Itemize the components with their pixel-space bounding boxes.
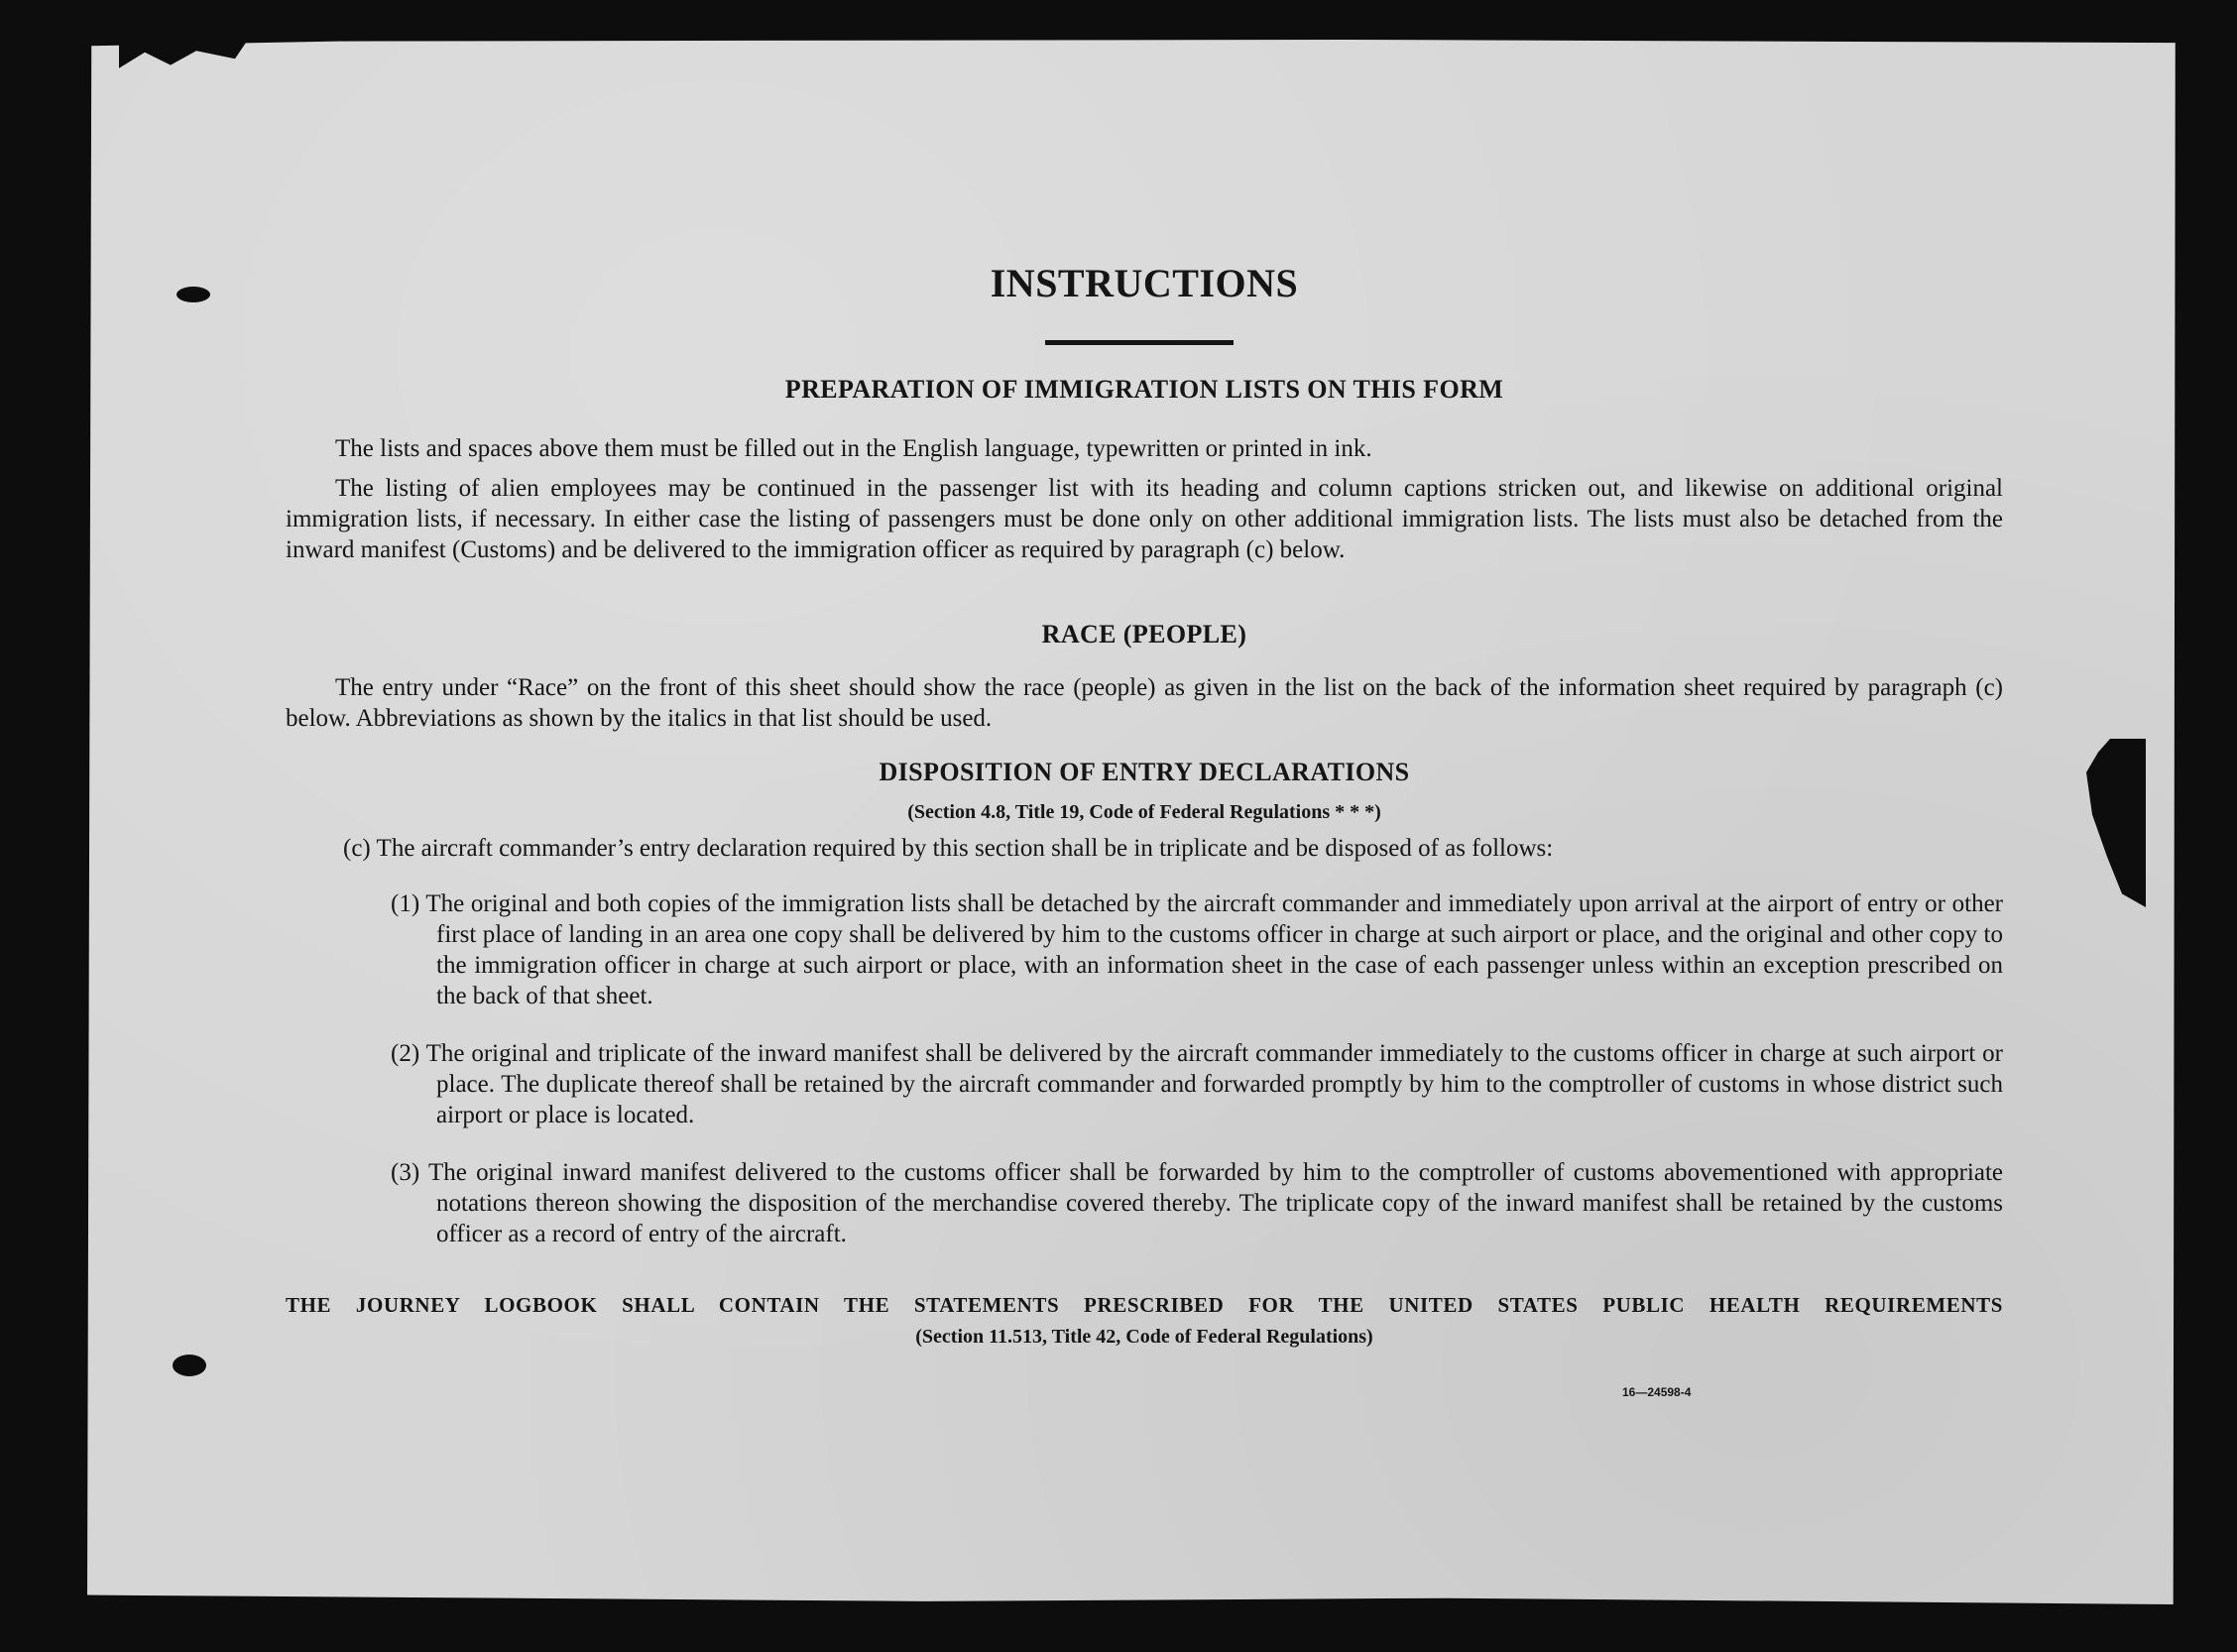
disposition-intro: (c) The aircraft commander’s entry declaration required by this section shall be in triplicate and be disposed of as follows:: [343, 835, 1554, 862]
page-title: INSTRUCTIONS: [990, 261, 1299, 305]
title-underline: [1045, 340, 1234, 345]
punch-hole-top: [177, 287, 210, 302]
section-heading-disposition: DISPOSITION OF ENTRY DECLARATIONS: [879, 758, 1410, 786]
disposition-item-3: (3) The original inward manifest delivered to the customs officer shall be forwarded by him to the comptroller of customs abovementioned with appropriate notations thereon showing the disposition of the merchandise covered thereby. The triplicate copy of the inward manifest shall be retained by the customs officer as a record of entry of the aircraft.: [391, 1159, 2003, 1247]
disposition-item-1: (1) The original and both copies of the immigration lists shall be detached by the aircraft commander and immediately upon arrival at the airport of entry or other first place of landing in an area one copy shall be delivered by him to the customs officer in charge at such airport or place, and the original and other copy to the immigration officer in charge at such airport or place, with an information sheet in the case of each passenger unless within an exception prescribed on the back of that sheet.: [391, 890, 2003, 1009]
form-number: 16—24598-4: [1622, 1385, 1692, 1399]
section-heading-preparation: PREPARATION OF IMMIGRATION LISTS ON THIS FORM: [784, 375, 1504, 404]
race-paragraph: The entry under “Race” on the front of this sheet should show the race (people) as given in the list on the back of the information sheet required by paragraph (c) below. Abbreviations as shown by the italics in that list should be used.: [286, 674, 2003, 732]
disposition-citation: (Section 4.8, Title 19, Code of Federal Regulations * * *): [907, 801, 1381, 823]
punch-hole-bottom: [173, 1355, 206, 1376]
logbook-statement: THE JOURNEY LOGBOOK SHALL CONTAIN THE STATEMENTS PRESCRIBED FOR THE UNITED STATES PUBLIC HEALTH REQUIREMENTS: [286, 1293, 2003, 1317]
preparation-paragraph-1: The lists and spaces above them must be filled out in the English language, typewritten or printed in ink.: [335, 435, 1372, 462]
disposition-item-2: (2) The original and triplicate of the inward manifest shall be delivered by the aircraft commander immediately to the customs officer in charge at such airport or place. The duplicate thereof shall be retained by the aircraft commander and forwarded promptly by him to the comptroller of customs in whose district such airport or place is located.: [391, 1040, 2003, 1128]
preparation-paragraph-2: The listing of alien employees may be continued in the passenger list with its heading and column captions stricken out, and likewise on additional original immigration lists, if necessary. In either case the listing of passengers must be done only on other additional immigration lists. The lists must also be detached from the inward manifest (Customs) and be delivered to the immigration officer as required by paragraph (c) below.: [286, 475, 2003, 563]
section-heading-race: RACE (PEOPLE): [1041, 620, 1247, 649]
logbook-citation: (Section 11.513, Title 42, Code of Federal Regulations): [915, 1326, 1373, 1348]
